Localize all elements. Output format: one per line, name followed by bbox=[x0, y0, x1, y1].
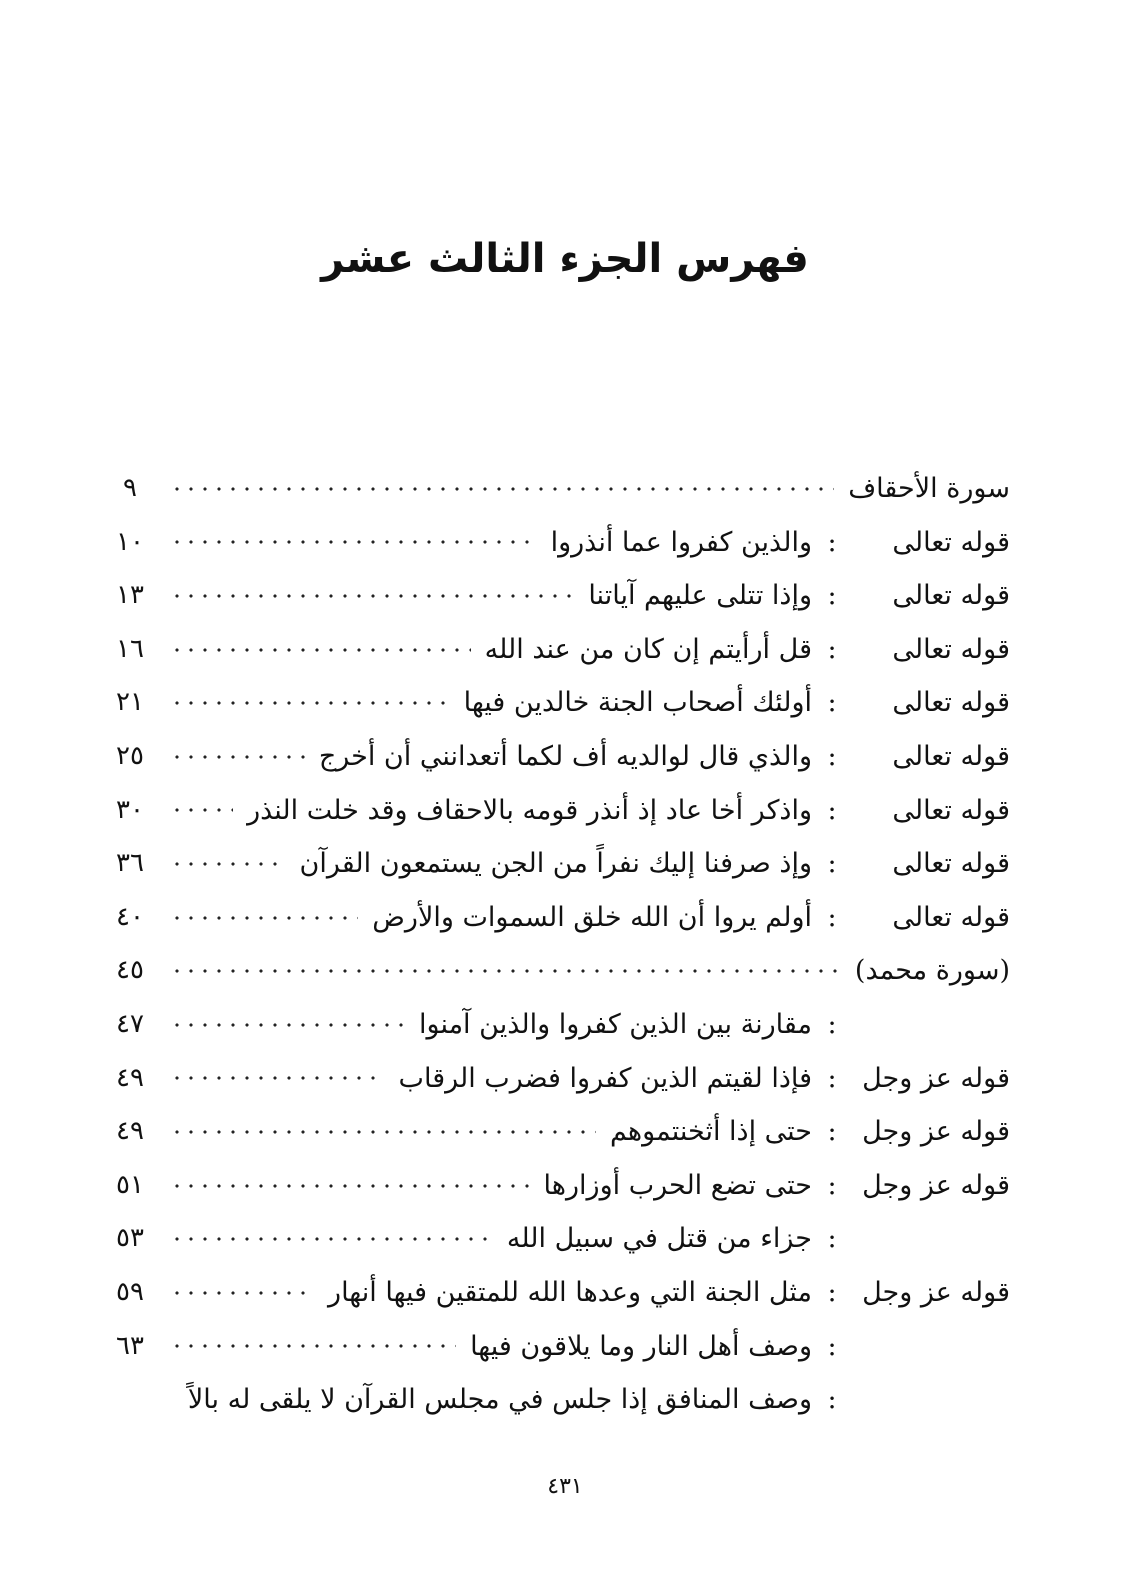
entry-page-number: ٥٩ bbox=[116, 1276, 144, 1307]
dot-leader bbox=[170, 569, 574, 623]
entry-page-number: ٥٣ bbox=[116, 1223, 144, 1254]
entry-separator: : bbox=[827, 1330, 837, 1362]
table-of-contents bbox=[100, 462, 1010, 1427]
entry-text: حتى إذا أثخنتموهم bbox=[609, 1116, 812, 1148]
entry-page-number: ١٣ bbox=[116, 580, 144, 611]
dot-leader bbox=[170, 1052, 385, 1106]
entry-separator: : bbox=[827, 633, 837, 665]
toc-entry bbox=[100, 516, 1010, 570]
entry-label: قوله تعالى bbox=[892, 687, 1010, 719]
toc-entry bbox=[100, 1212, 1010, 1266]
entry-page-number: ٣٦ bbox=[116, 848, 144, 879]
dot-leader bbox=[170, 998, 405, 1052]
entry-separator: : bbox=[827, 1223, 837, 1255]
entry-text: وصف أهل النار وما يلاقون فيها bbox=[470, 1330, 812, 1362]
entry-text: سورة الأحقاف bbox=[848, 473, 1010, 504]
entry-label: قوله عز وجل bbox=[862, 1062, 1010, 1094]
entry-separator: : bbox=[827, 740, 837, 772]
entry-page-number: ١٠ bbox=[116, 526, 144, 557]
dot-leader bbox=[170, 891, 358, 945]
entry-label: قوله تعالى bbox=[892, 580, 1010, 612]
entry-separator: : bbox=[827, 687, 837, 719]
entry-text: واذكر أخا عاد إذ أنذر قومه بالاحقاف وقد خلت النذر bbox=[247, 794, 812, 826]
entry-separator: : bbox=[827, 1116, 837, 1148]
entry-label: قوله تعالى bbox=[892, 740, 1010, 772]
entry-text: قل أرأيتم إن كان من عند الله bbox=[484, 633, 812, 665]
toc-entry bbox=[100, 1266, 1010, 1320]
entry-separator: : bbox=[827, 794, 837, 826]
entry-text: حتى تضع الحرب أوزارها bbox=[543, 1169, 812, 1201]
toc-entry bbox=[100, 676, 1010, 730]
dot-leader bbox=[170, 944, 841, 998]
entry-text: (سورة محمد) bbox=[854, 955, 1010, 987]
entry-label: قوله تعالى bbox=[892, 901, 1010, 933]
toc-entry bbox=[100, 1320, 1010, 1374]
toc-entry bbox=[100, 784, 1010, 838]
toc-entry bbox=[100, 569, 1010, 623]
dot-leader bbox=[170, 784, 233, 838]
dot-leader bbox=[170, 623, 471, 677]
entry-page-number: ٥١ bbox=[116, 1169, 144, 1200]
entry-label: قوله تعالى bbox=[892, 848, 1010, 880]
entry-page-number: ٦٣ bbox=[116, 1330, 144, 1361]
entry-page-number: ٤٩ bbox=[116, 1062, 144, 1093]
entry-label: قوله عز وجل bbox=[862, 1276, 1010, 1308]
toc-entry bbox=[100, 998, 1010, 1052]
toc-entry bbox=[100, 891, 1010, 945]
entry-label: قوله تعالى bbox=[892, 633, 1010, 665]
entry-label: قوله عز وجل bbox=[862, 1169, 1010, 1201]
dot-leader bbox=[170, 1320, 456, 1374]
entry-text: جزاء من قتل في سبيل الله bbox=[506, 1223, 812, 1255]
toc-entry bbox=[100, 462, 1010, 516]
entry-separator: : bbox=[827, 1169, 837, 1201]
entry-separator: : bbox=[827, 526, 837, 558]
entry-separator: : bbox=[827, 901, 837, 933]
entry-text: والذي قال لوالديه أف لكما أتعدانني أن أخرج bbox=[318, 740, 812, 772]
entry-separator: : bbox=[827, 1276, 837, 1308]
toc-entry bbox=[100, 1052, 1010, 1106]
entry-label: قوله عز وجل bbox=[862, 1116, 1010, 1148]
toc-entry bbox=[100, 837, 1010, 891]
toc-entry bbox=[100, 623, 1010, 677]
dot-leader bbox=[170, 837, 286, 891]
entry-text: مثل الجنة التي وعدها الله للمتقين فيها أنهار bbox=[328, 1276, 812, 1308]
entry-separator: : bbox=[827, 1008, 837, 1040]
toc-entry bbox=[100, 730, 1010, 784]
entry-page-number: ٣٠ bbox=[116, 794, 144, 825]
entry-text: وإذا تتلى عليهم آياتنا bbox=[588, 580, 812, 612]
entry-page-number: ٢٥ bbox=[116, 740, 144, 771]
toc-entry bbox=[100, 1159, 1010, 1213]
entry-separator: : bbox=[827, 1062, 837, 1094]
entry-page-number: ٤٩ bbox=[116, 1116, 144, 1147]
entry-page-number: ٤٥ bbox=[116, 955, 144, 986]
dot-leader bbox=[170, 730, 305, 784]
entry-label: قوله تعالى bbox=[892, 794, 1010, 826]
dot-leader bbox=[170, 676, 450, 730]
entry-page-number: ٢١ bbox=[116, 687, 144, 718]
entry-text: أولم يروا أن الله خلق السموات والأرض bbox=[372, 901, 812, 933]
entry-text: وصف المنافق إذا جلس في مجلس القرآن لا يلقى له بالاً bbox=[187, 1384, 812, 1416]
dot-leader bbox=[170, 1266, 314, 1320]
index-title: فهرس الجزء الثالث عشر bbox=[321, 236, 809, 282]
entry-text: وإذ صرفنا إليك نفراً من الجن يستمعون القرآن bbox=[299, 848, 812, 880]
page-number: ٤٣١ bbox=[547, 1474, 583, 1499]
entry-text: مقارنة بين الذين كفروا والذين آمنوا bbox=[419, 1008, 812, 1040]
toc-entry bbox=[100, 1105, 1010, 1159]
dot-leader bbox=[170, 462, 834, 516]
entry-text: أولئك أصحاب الجنة خالدين فيها bbox=[463, 687, 812, 719]
dot-leader bbox=[170, 1212, 493, 1266]
toc-entry bbox=[100, 1373, 1010, 1427]
entry-text: والذين كفروا عما أنذروا bbox=[550, 526, 812, 558]
entry-separator: : bbox=[827, 580, 837, 612]
dot-leader bbox=[170, 1159, 530, 1213]
entry-text: فإذا لقيتم الذين كفروا فضرب الرقاب bbox=[398, 1062, 812, 1094]
entry-label: قوله تعالى bbox=[892, 526, 1010, 558]
entry-page-number: ٩ bbox=[123, 473, 137, 503]
entry-page-number: ٤٠ bbox=[116, 901, 144, 932]
toc-entry bbox=[100, 944, 1010, 998]
entry-page-number: ٤٧ bbox=[116, 1008, 144, 1039]
dot-leader bbox=[170, 1105, 596, 1159]
entry-page-number: ١٦ bbox=[116, 633, 144, 664]
entry-separator: : bbox=[827, 1384, 837, 1416]
dot-leader bbox=[170, 516, 537, 570]
entry-separator: : bbox=[827, 848, 837, 880]
